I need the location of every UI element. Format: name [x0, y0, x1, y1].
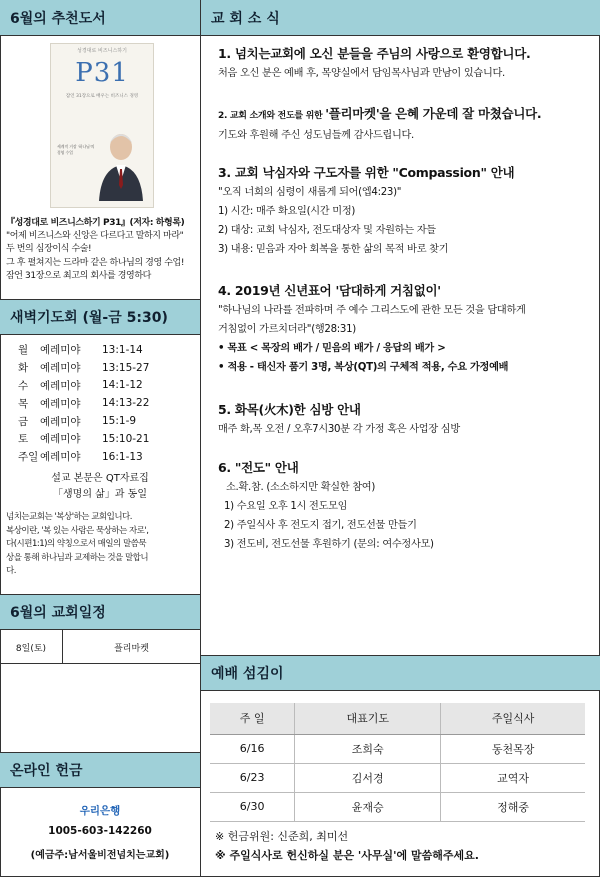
- qt-description: [6, 511, 196, 579]
- service-table-row: [210, 763, 585, 792]
- schedule-event: 플리마켓: [114, 643, 149, 654]
- qt-description-line: 다(시편1:1)의 약칭으로서 매일의 말씀묵: [6, 539, 147, 549]
- service-notes: [215, 827, 595, 865]
- dawn-day: 목: [18, 397, 29, 410]
- bank-name: 우리은행: [79, 805, 121, 817]
- news-item-title: 6. "전도" 안내: [218, 460, 299, 475]
- service-table: [210, 703, 585, 822]
- book-caption: [6, 217, 198, 283]
- news-item-line: 1) 수요일 오후 1시 전도모임: [224, 501, 348, 512]
- dawn-note-line1: 설교 본문은 QT자료집: [51, 473, 149, 484]
- dawn-schedule-row: [18, 448, 198, 466]
- dawn-ref: 16:1-13: [102, 450, 143, 463]
- dawn-schedule-row: [18, 341, 198, 359]
- schedule-row: [0, 630, 200, 664]
- service-cell: 김서경: [295, 763, 441, 792]
- dawn-schedule-row: [18, 412, 198, 430]
- news-item-4: [218, 281, 594, 377]
- book-cover-image: [50, 43, 154, 208]
- service-table-header-row: [210, 703, 585, 734]
- news-item-line: 처음 오신 분은 예배 후, 목양실에서 담임목사님과 만남이 있습니다.: [218, 68, 505, 79]
- dawn-book: 예레미야: [40, 362, 81, 375]
- service-cell: 6/23: [210, 763, 295, 792]
- column-divider: [200, 0, 201, 877]
- news-item-5: [218, 400, 594, 439]
- book-section-header: 6월의 추천도서: [0, 0, 200, 36]
- book-cover-small-title: 성경대로 비즈니스하기: [77, 48, 127, 54]
- qt-description-line: 복상이란, '복 있는 사람은 묵상하는 자로',: [6, 525, 149, 536]
- dawn-day: 주일: [18, 451, 39, 464]
- service-col-header: 대표기도: [295, 703, 441, 734]
- dawn-schedule-row: [18, 359, 198, 377]
- bank-account-holder: (예금주:남서울비전넘치는교회): [30, 850, 170, 861]
- qt-description-line: 넘치는교회는 '복상'하는 교회입니다.: [6, 512, 132, 522]
- news-item-line: 소.확.참. (소소하지만 확실한 참여): [226, 482, 376, 493]
- news-item-line: 2) 대상: 교회 낙심자, 전도대상자 및 자원하는 자들: [218, 225, 436, 236]
- news-item-line: "오직 너희의 심령이 새롭게 되어(엡4:23)": [218, 187, 402, 198]
- service-cell: 동천목장: [441, 734, 585, 763]
- qt-description-line: 다.: [6, 566, 16, 576]
- news-item-line: 매주 화,목 오전 / 오후7시30분 각 가정 혹은 사업장 심방: [218, 424, 460, 435]
- dawn-day: 수: [18, 379, 29, 392]
- book-caption-line: 잠언 31장으로 최고의 회사를 경영하다: [6, 270, 151, 281]
- service-col-header: 주 일: [210, 703, 295, 734]
- dawn-schedule-row: [18, 377, 198, 395]
- book-caption-title: 『성경대로 비즈니스하기 P31』(저자: 하형록): [6, 218, 185, 228]
- dawn-book: 예레미야: [40, 379, 81, 392]
- dawn-day: 토: [18, 433, 29, 446]
- service-table-row: [210, 734, 585, 763]
- dawn-section-header: 새벽기도회 (월-금 5:30): [0, 299, 200, 335]
- book-cover-subtitle: 잠언 31장으로 배우는 비즈니스 경영: [65, 94, 139, 99]
- news-item-2: [218, 104, 594, 145]
- news-item-title: 1. 넘치는교회에 오신 분들을 주님의 사랑으로 환영합니다.: [218, 46, 531, 61]
- service-section-header: 예배 섬김이: [201, 655, 600, 691]
- dawn-day: 화: [18, 362, 29, 375]
- news-item-6: [218, 458, 594, 554]
- news-item-bullet: • 목표 < 목장의 배가 / 믿음의 배가 / 응답의 배가 >: [218, 343, 446, 354]
- service-cell: 6/30: [210, 792, 295, 821]
- dawn-book: 예레미야: [40, 451, 81, 464]
- service-table-row: [210, 792, 585, 821]
- book-caption-line: "어제 비즈니스와 신앙은 다르다고 말하지 마라": [6, 231, 184, 242]
- dawn-ref: 13:1-14: [102, 343, 143, 356]
- dawn-ref: 13:15-27: [102, 361, 150, 374]
- dawn-book: 예레미야: [40, 344, 81, 357]
- news-item-title: 5. 화목(火木)한 심방 안내: [218, 402, 361, 417]
- service-cell: 정해중: [441, 792, 585, 821]
- book-caption-line: 그 후 펼쳐지는 드라마 같은 하나님의 경영 수업!: [6, 257, 185, 268]
- news-item-line: 1) 시간: 매주 화요일(시간 미정): [218, 206, 356, 217]
- service-col-header: 주일식사: [441, 703, 585, 734]
- service-cell: 6/16: [210, 734, 295, 763]
- dawn-ref: 14:13-22: [102, 397, 150, 410]
- news-item-title-main: '플리마켓'을 은혜 가운데 잘 마쳤습니다.: [325, 106, 542, 121]
- dawn-schedule-row: [18, 394, 198, 412]
- dawn-ref: 14:1-12: [102, 379, 143, 392]
- news-item-title: 3. 교회 낙심자와 구도자를 위한 "Compassion" 안내: [218, 165, 515, 180]
- dawn-ref: 15:10-21: [102, 432, 150, 445]
- service-cell: 윤재승: [295, 792, 441, 821]
- news-item-line: 3) 전도비, 전도선물 후원하기 (문의: 여수정사모): [224, 539, 434, 550]
- service-note-meal: ※ 주일식사로 헌신하실 분은 '사무실'에 말씀해주세요.: [215, 849, 479, 862]
- news-item-title: 4. 2019년 신년표어 '담대하게 거침없이': [218, 283, 441, 298]
- schedule-section-header: 6월의 교회일정: [0, 594, 200, 630]
- offering-section-header: 온라인 헌금: [0, 752, 200, 788]
- dawn-day: 금: [18, 415, 29, 428]
- dawn-book: 예레미야: [40, 433, 81, 446]
- news-section-header: 교 회 소 식: [201, 0, 600, 36]
- book-cover-title: P31: [75, 58, 129, 88]
- news-item-line: 3) 내용: 믿음과 자아 회복을 통한 삶의 목적 바로 찾기: [218, 244, 449, 255]
- schedule-date: 8일(토): [0, 630, 63, 664]
- news-item-line: 2) 주일식사 후 전도지 접기, 전도선물 만들기: [224, 520, 417, 531]
- news-item-line: 기도와 후원해 주신 성도님들께 감사드립니다.: [218, 130, 414, 141]
- book-cover-blurb: 세계적 거장 '하나님'의 경영 수업: [57, 144, 95, 155]
- news-item-3: [218, 163, 594, 259]
- dawn-note-line2: 「생명의 삶」과 동일: [53, 489, 147, 500]
- dawn-day: 월: [18, 344, 29, 357]
- news-item-bullet: • 적용 - 태신자 품기 3명, 복상(QT)의 구체적 적용, 수요 가정예배: [218, 362, 509, 373]
- dawn-schedule-row: [18, 430, 198, 448]
- author-photo: [95, 125, 147, 201]
- news-item-1: [218, 44, 594, 83]
- news-item-line: 거침없이 가르치더라"(행28:31): [218, 324, 356, 335]
- dawn-ref: 15:1-9: [102, 415, 137, 428]
- bank-account-number: 1005-603-142260: [48, 825, 152, 837]
- book-caption-line: 두 번의 심장이식 수술!: [6, 244, 92, 255]
- news-item-title: [218, 104, 594, 126]
- dawn-book: 예레미야: [40, 415, 81, 428]
- service-note-offering: ※ 헌금위원: 신준희, 최미선: [215, 830, 349, 843]
- qt-description-line: 상을 통해 하나님과 교제하는 것을 말합니: [6, 552, 149, 563]
- service-cell: 조희숙: [295, 734, 441, 763]
- news-item-title-prefix: 2. 교회 소개와 전도를 위한: [218, 111, 326, 121]
- news-item-line: "하나님의 나라를 전파하며 주 예수 그리스도에 관한 모든 것을 담대하게: [218, 305, 526, 316]
- dawn-schedule-list: [18, 341, 198, 466]
- dawn-book: 예레미야: [40, 397, 81, 410]
- service-cell: 교역자: [441, 763, 585, 792]
